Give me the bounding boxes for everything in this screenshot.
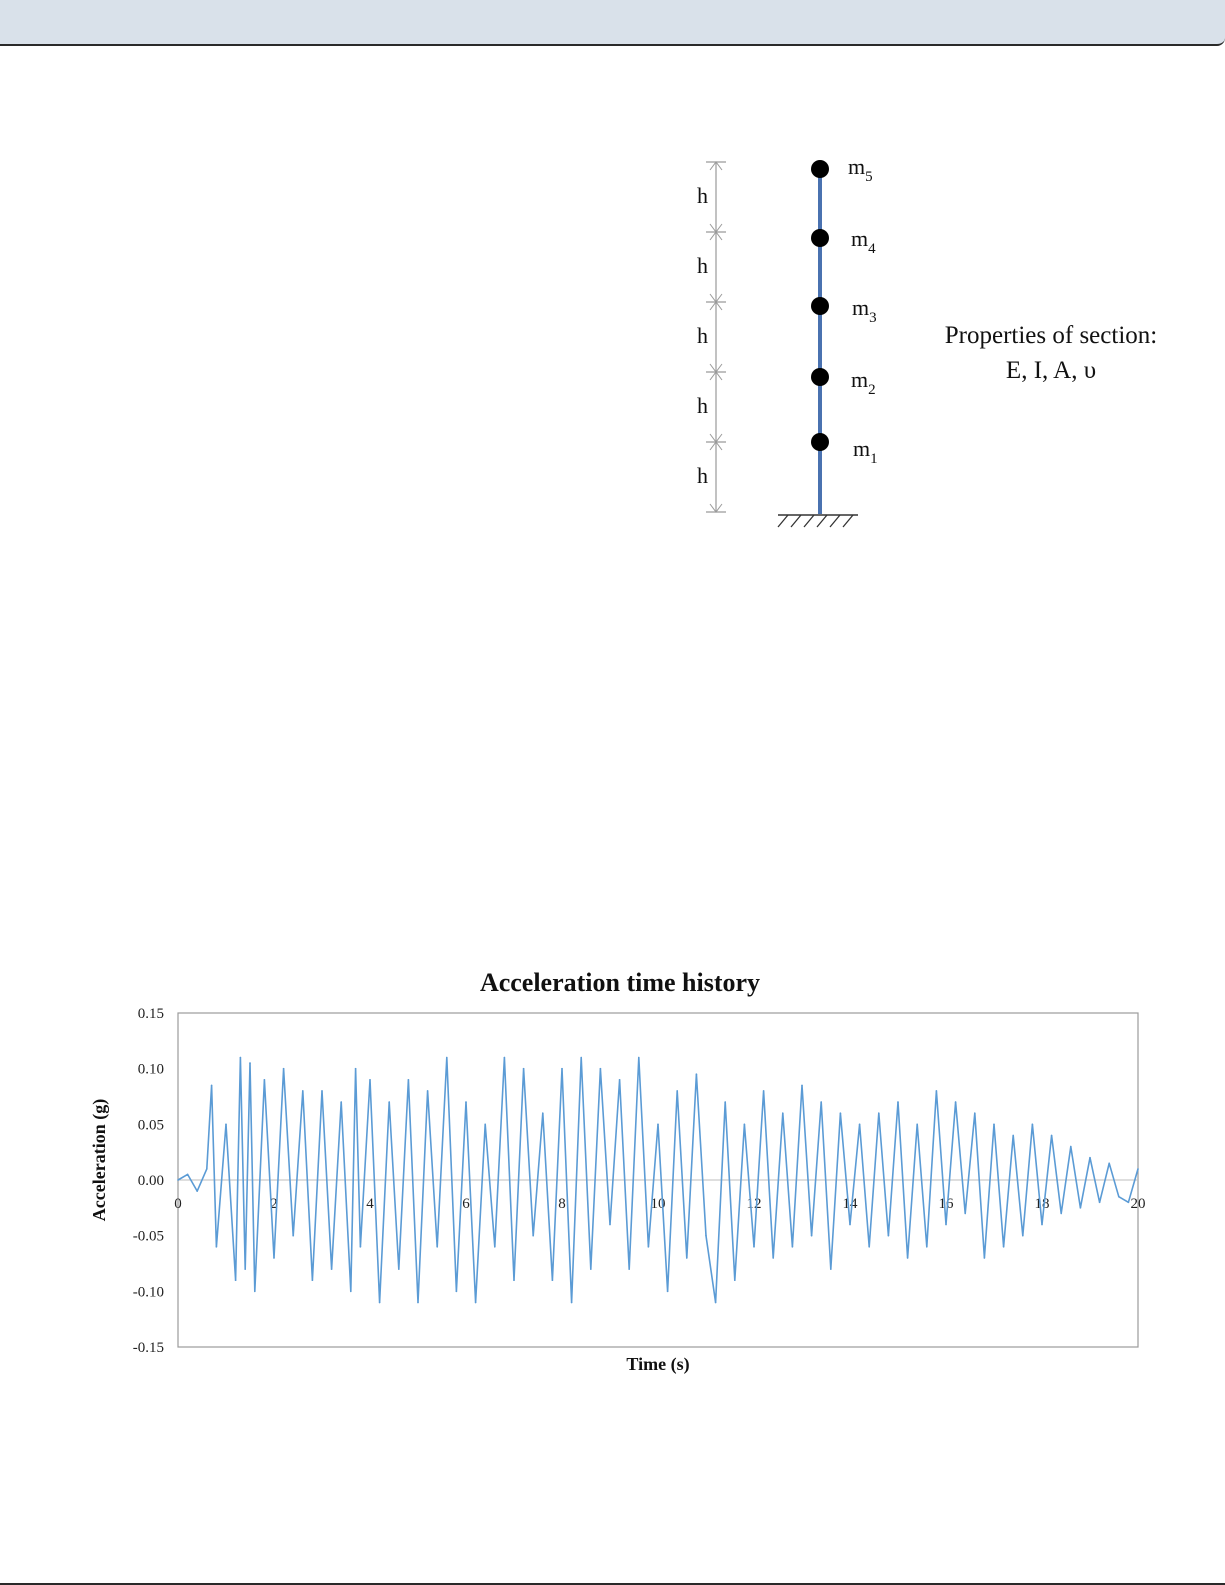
series-point — [436, 1246, 438, 1248]
series-point — [340, 1101, 342, 1103]
series-point — [1041, 1224, 1043, 1226]
series-point — [1080, 1207, 1082, 1209]
series-point — [388, 1101, 390, 1103]
y-tick-label: -0.15 — [132, 1340, 164, 1356]
series-point — [580, 1057, 582, 1059]
series-point — [792, 1246, 794, 1248]
series-point — [302, 1090, 304, 1092]
series-point — [350, 1291, 352, 1293]
series-point — [1003, 1246, 1005, 1248]
x-tick-label: 4 — [366, 1196, 374, 1212]
series-point — [417, 1302, 419, 1304]
y-tick-label: 0.10 — [137, 1061, 164, 1078]
series-point — [552, 1279, 554, 1281]
x-tick-label: 18 — [1034, 1196, 1050, 1212]
series-point — [542, 1112, 544, 1114]
series-point — [753, 1246, 755, 1248]
series-point — [264, 1079, 266, 1081]
series-point — [667, 1291, 669, 1293]
series-point — [504, 1057, 506, 1059]
series-point — [744, 1124, 746, 1126]
series-point — [321, 1090, 323, 1092]
series-point — [984, 1257, 986, 1259]
x-tick-label: 0 — [174, 1196, 182, 1212]
series-point — [859, 1124, 861, 1126]
series-point — [974, 1112, 976, 1114]
series-point — [849, 1224, 851, 1226]
mass-node-3 — [811, 297, 829, 315]
y-tick-label: 0.00 — [137, 1173, 164, 1189]
series-point — [715, 1302, 717, 1304]
series-point — [907, 1257, 909, 1259]
series-point — [292, 1235, 294, 1237]
mass-label-2: $m_2$ — [851, 367, 876, 398]
series-point — [379, 1302, 381, 1304]
series-point — [249, 1062, 251, 1064]
series-point — [240, 1057, 242, 1059]
series-point — [638, 1057, 640, 1059]
series-point — [494, 1246, 496, 1248]
series-point — [484, 1124, 486, 1126]
series-point — [235, 1279, 237, 1281]
y-axis-ticks — [133, 1006, 164, 1356]
series-point — [475, 1302, 477, 1304]
series-point — [331, 1268, 333, 1270]
series-point — [1060, 1213, 1062, 1215]
series-point — [955, 1101, 957, 1103]
series-point — [993, 1124, 995, 1126]
chart-title: Acceleration time history — [479, 968, 761, 997]
height-label-5: h — [697, 463, 708, 488]
y-tick-label: -0.10 — [132, 1284, 164, 1301]
series-point — [868, 1246, 870, 1248]
series-point — [936, 1090, 938, 1092]
acceleration-chart — [89, 968, 1146, 1375]
series-point — [532, 1235, 534, 1237]
series-point — [763, 1090, 765, 1092]
series-point — [211, 1085, 213, 1087]
series-point — [590, 1268, 592, 1270]
x-tick-label: 6 — [462, 1196, 470, 1212]
series-point — [734, 1279, 736, 1281]
series-point — [523, 1068, 525, 1070]
x-tick-label: 14 — [842, 1196, 858, 1212]
series-point — [1022, 1235, 1024, 1237]
column-diagram — [697, 154, 1157, 527]
series-point — [811, 1235, 813, 1237]
series-point — [1099, 1201, 1101, 1203]
mass-node-2 — [811, 368, 829, 386]
series-point — [888, 1235, 890, 1237]
series-point — [360, 1246, 362, 1248]
height-label-4: h — [697, 393, 708, 418]
series-point — [244, 1268, 246, 1270]
series-point — [820, 1101, 822, 1103]
series-point — [686, 1257, 688, 1259]
y-tick-label: -0.05 — [132, 1228, 164, 1245]
series-point — [676, 1090, 678, 1092]
x-tick-label: 12 — [746, 1196, 762, 1212]
y-tick-label: 0.05 — [137, 1117, 164, 1134]
series-point — [609, 1224, 611, 1226]
series-point — [1089, 1157, 1091, 1159]
series-point — [878, 1112, 880, 1114]
series-point — [1108, 1163, 1110, 1165]
series-point — [561, 1068, 563, 1070]
y-tick-label: 0.15 — [137, 1006, 164, 1022]
mass-label-3: $m_3$ — [852, 295, 877, 326]
series-point — [513, 1279, 515, 1281]
series-point — [187, 1174, 189, 1176]
series-point — [1051, 1135, 1053, 1137]
series-point — [1012, 1135, 1014, 1137]
series-point — [196, 1190, 198, 1192]
series-point — [1032, 1124, 1034, 1126]
series-point — [446, 1057, 448, 1059]
series-point — [696, 1073, 698, 1075]
mass-node-4 — [811, 229, 829, 247]
mass-label-4: $m_4$ — [851, 226, 876, 257]
series-point — [283, 1068, 285, 1070]
mass-label-1: $m_1$ — [853, 436, 878, 467]
series-point — [782, 1112, 784, 1114]
series-point — [840, 1112, 842, 1114]
height-label-1: h — [697, 183, 708, 208]
properties-heading: Properties of section: — [944, 322, 1158, 349]
series-point — [648, 1246, 650, 1248]
x-tick-label: 20 — [1130, 1196, 1146, 1212]
series-point — [456, 1291, 458, 1293]
series-point — [657, 1124, 659, 1126]
series-point — [897, 1101, 899, 1103]
series-point — [206, 1168, 208, 1170]
series-point — [1137, 1168, 1139, 1170]
series-point — [724, 1101, 726, 1103]
series-point — [964, 1213, 966, 1215]
series-point — [628, 1268, 630, 1270]
series-point — [408, 1079, 410, 1081]
series-point — [465, 1101, 467, 1103]
series-point — [398, 1268, 400, 1270]
support-hatching — [778, 515, 853, 527]
series-point — [830, 1268, 832, 1270]
mass-node-5 — [811, 160, 829, 178]
x-tick-label: 2 — [270, 1196, 278, 1212]
height-label-2: h — [697, 253, 708, 278]
series-point — [705, 1235, 707, 1237]
series-point — [571, 1302, 573, 1304]
series-point — [216, 1246, 218, 1248]
series-point — [177, 1179, 179, 1181]
series-point — [801, 1085, 803, 1087]
x-axis-title: Time (s) — [626, 1354, 690, 1374]
series-point — [254, 1291, 256, 1293]
series-point — [916, 1124, 918, 1126]
mass-node-1 — [811, 433, 829, 451]
x-tick-label: 10 — [650, 1196, 666, 1212]
series-point — [600, 1068, 602, 1070]
properties-values: E, I, A, υ — [1005, 357, 1097, 384]
series-point — [225, 1124, 227, 1126]
series-point — [369, 1079, 371, 1081]
series-point — [273, 1257, 275, 1259]
series-point — [1070, 1146, 1072, 1148]
series-point — [945, 1224, 947, 1226]
x-tick-label: 8 — [558, 1196, 566, 1212]
series-point — [427, 1090, 429, 1092]
series-point — [926, 1246, 928, 1248]
series-point — [619, 1079, 621, 1081]
x-tick-label: 16 — [938, 1196, 954, 1212]
mass-label-5: $m_5$ — [848, 154, 873, 185]
series-point — [1128, 1201, 1130, 1203]
series-point — [772, 1257, 774, 1259]
height-label-3: h — [697, 323, 708, 348]
series-point — [355, 1068, 357, 1070]
y-axis-title: Acceleration (g) — [89, 1098, 109, 1222]
series-point — [1118, 1196, 1120, 1198]
series-point — [312, 1279, 314, 1281]
